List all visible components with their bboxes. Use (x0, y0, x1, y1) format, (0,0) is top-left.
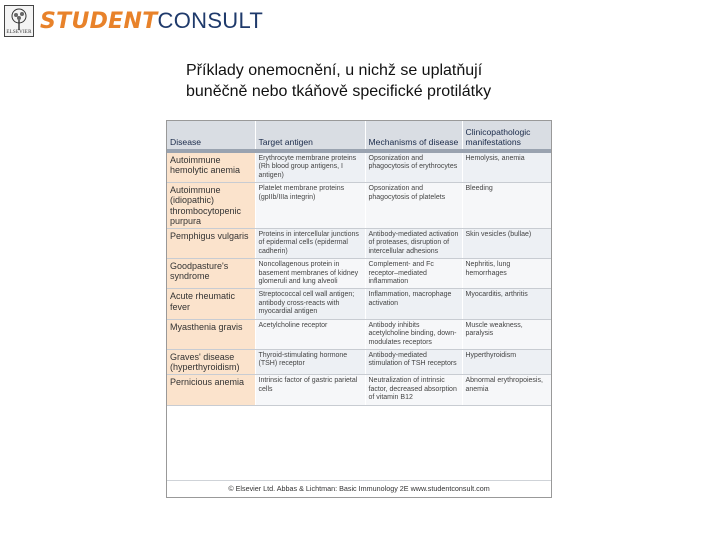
title-line-1: Příklady onemocnění, u nichž se uplatňují (186, 62, 483, 79)
cell-antigen: Noncollagenous protein in basement membranes of kidney glomeruli and lung alveoli (255, 259, 365, 289)
cell-mechanism: Antibody inhibits acetylcholine binding, down-modulates receptors (365, 319, 462, 349)
cell-disease: Autoimmune hemolytic anemia (167, 153, 255, 183)
cell-mechanism: Neutralization of intrinsic factor, decreased absorption of vitamin B12 (365, 375, 462, 405)
header-disease: Disease (167, 121, 255, 149)
title-line-2: buněčně nebo tkáňově specifické protilátky (186, 83, 492, 100)
cell-disease: Graves' disease (hyperthyroidism) (167, 349, 255, 374)
cell-disease: Autoimmune (idiopathic) thrombocytopenic purpura (167, 183, 255, 229)
table-row (167, 289, 551, 319)
cell-manifestation: Myocarditis, arthritis (462, 289, 551, 319)
table-row (167, 319, 551, 349)
cell-mechanism: Opsonization and phagocytosis of platelets (365, 183, 462, 229)
cell-antigen: Platelet membrane proteins (gpIIb/IIIa integrin) (255, 183, 365, 229)
cell-mechanism: Antibody-mediated activation of proteases, disruption of intercellular adhesions (365, 229, 462, 259)
cell-mechanism: Complement- and Fc receptor–mediated inflammation (365, 259, 462, 289)
header-target-antigen: Target antigen (255, 121, 365, 149)
cell-manifestation: Hyperthyroidism (462, 349, 551, 374)
cell-manifestation: Skin vesicles (bullae) (462, 229, 551, 259)
cell-mechanism: Antibody-mediated stimulation of TSH receptors (365, 349, 462, 374)
cell-disease: Goodpasture's syndrome (167, 259, 255, 289)
elsevier-tree-icon (4, 5, 34, 37)
header-manifestations: Clinicopathologic manifestations (462, 121, 551, 149)
cell-manifestation: Abnormal erythropoiesis, anemia (462, 375, 551, 405)
table-row (167, 229, 551, 259)
header-mechanisms: Mechanisms of disease (365, 121, 462, 149)
slide-title (186, 60, 491, 102)
table-row (167, 183, 551, 229)
student-consult-logo (4, 4, 263, 38)
table-row (167, 259, 551, 289)
cell-mechanism: Inflammation, macrophage activation (365, 289, 462, 319)
cell-disease: Acute rheumatic fever (167, 289, 255, 319)
copyright-footer: © Elsevier Ltd. Abbas & Lichtman: Basic Immunology 2E www.studentconsult.com (167, 480, 551, 497)
cell-mechanism: Opsonization and phagocytosis of erythrocytes (365, 153, 462, 183)
cell-antigen: Thyroid-stimulating hormone (TSH) receptor (255, 349, 365, 374)
cell-antigen: Erythrocyte membrane proteins (Rh blood group antigens, I antigen) (255, 153, 365, 183)
cell-manifestation: Nephritis, lung hemorrhages (462, 259, 551, 289)
cell-antigen: Intrinsic factor of gastric parietal cells (255, 375, 365, 405)
elsevier-label: ELSEVIER (6, 30, 32, 35)
brand-consult: CONSULT (157, 7, 264, 33)
table-row (167, 375, 551, 405)
brand-wordmark (40, 7, 264, 34)
cell-antigen: Acetylcholine receptor (255, 319, 365, 349)
table-row (167, 349, 551, 374)
cell-disease: Pernicious anemia (167, 375, 255, 405)
antibody-disease-table (166, 120, 552, 498)
cell-disease: Pemphigus vulgaris (167, 229, 255, 259)
cell-manifestation: Muscle weakness, paralysis (462, 319, 551, 349)
table-row (167, 153, 551, 183)
cell-manifestation: Bleeding (462, 183, 551, 229)
brand-student: STUDENT (40, 8, 158, 34)
cell-manifestation: Hemolysis, anemia (462, 153, 551, 183)
cell-antigen: Streptococcal cell wall antigen; antibody cross-reacts with myocardial antigen (255, 289, 365, 319)
cell-antigen: Proteins in intercellular junctions of epidermal cells (epidermal cadherin) (255, 229, 365, 259)
cell-disease: Myasthenia gravis (167, 319, 255, 349)
